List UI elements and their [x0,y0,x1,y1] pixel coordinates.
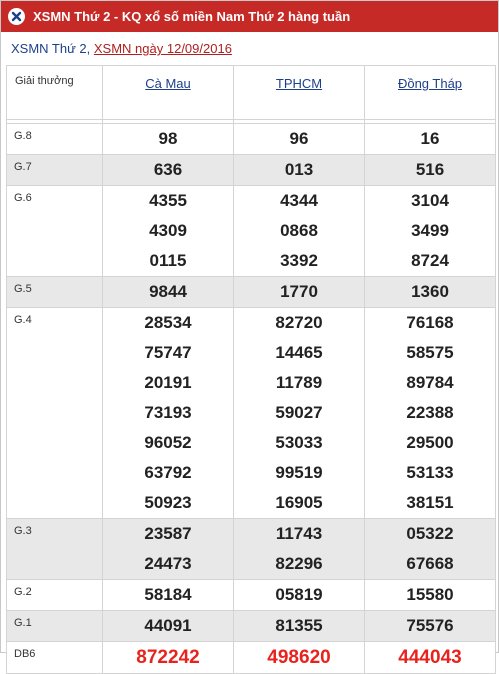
result-number: 76168 [406,313,454,332]
result-number: 23587 [144,524,192,543]
special-prize-number: 498620 [267,647,331,668]
result-cell [234,277,365,308]
result-number: 4344 [280,191,318,210]
result-cell [103,611,234,642]
result-cell [365,308,496,519]
province-link-tphcm[interactable]: TPHCM [275,76,323,91]
result-number: 9844 [149,282,187,301]
prize-label: G.2 [7,580,103,611]
result-number: 3499 [411,221,449,240]
prize-row [7,642,496,674]
result-number: 63792 [144,463,192,482]
result-number: 28534 [144,313,192,332]
result-number: 1770 [280,282,318,301]
result-cell [103,580,234,611]
table-header-row [7,66,496,120]
result-number: 20191 [144,373,192,392]
result-cell [365,642,496,674]
prize-column-header: Giải thưởng [7,66,103,120]
prize-label: G.1 [7,611,103,642]
prize-row [7,186,496,277]
result-cell [103,186,234,277]
result-number: 81355 [275,616,323,635]
header-bar [1,1,498,32]
result-number: 29500 [406,433,454,452]
subtitle-bar [1,32,498,65]
prize-label: G.8 [7,124,103,155]
subtitle-separator: , [86,41,94,56]
result-number: 75576 [406,616,454,635]
result-number: 8724 [411,251,449,270]
result-number: 22388 [406,403,454,422]
results-table [6,65,496,674]
result-cell [234,124,365,155]
date-link[interactable]: XSMN ngày 12/09/2016 [93,41,232,56]
result-number: 59027 [275,403,323,422]
result-number: 14465 [275,343,323,362]
result-number: 24473 [144,554,192,573]
prize-row [7,611,496,642]
prize-row [7,155,496,186]
prize-label: G.5 [7,277,103,308]
result-cell [103,155,234,186]
result-number: 516 [415,160,445,179]
result-number: 38151 [406,493,454,512]
result-number: 636 [153,160,183,179]
header-title: XSMN Thứ 2 - KQ xổ số miền Nam Thứ 2 hàng tuần [33,9,351,24]
prize-label: DB6 [7,642,103,674]
result-cell [234,642,365,674]
result-number: 58575 [406,343,454,362]
result-number: 96052 [144,433,192,452]
special-prize-number: 444043 [398,647,462,668]
prize-row [7,124,496,155]
result-number: 0868 [280,221,318,240]
result-number: 4309 [149,221,187,240]
province-link-ca-mau[interactable]: Cà Mau [145,76,191,91]
result-cell [103,277,234,308]
result-number: 53133 [406,463,454,482]
result-number: 44091 [144,616,192,635]
result-cell [234,580,365,611]
result-number: 3392 [280,251,318,270]
result-cell [365,124,496,155]
result-number: 50923 [144,493,192,512]
result-number: 4355 [149,191,187,210]
result-number: 73193 [144,403,192,422]
result-number: 013 [284,160,314,179]
result-number: 98 [158,129,178,148]
result-cell [103,308,234,519]
special-prize-number: 872242 [136,647,200,668]
result-number: 82296 [275,554,323,573]
prize-row [7,519,496,580]
result-cell [234,155,365,186]
result-number: 67668 [406,554,454,573]
prize-label: G.7 [7,155,103,186]
lottery-x-logo-icon [8,8,25,25]
prize-row [7,580,496,611]
result-number: 75747 [144,343,192,362]
subtitle-text: XSMN Thứ 2 [11,41,87,56]
prize-row [7,277,496,308]
result-number: 96 [289,129,309,148]
result-cell [234,308,365,519]
result-number: 11743 [275,524,323,543]
result-number: 82720 [275,313,323,332]
result-cell [365,580,496,611]
result-number: 05322 [406,524,454,543]
result-cell [103,124,234,155]
prize-label: G.4 [7,308,103,519]
result-cell [365,519,496,580]
result-number: 1360 [411,282,449,301]
result-number: 05819 [275,585,323,604]
result-number: 15580 [406,585,454,604]
result-cell [103,519,234,580]
province-link-dong-thap[interactable]: Đồng Tháp [397,76,463,91]
result-cell [234,611,365,642]
result-cell [103,642,234,674]
prize-row [7,308,496,519]
result-cell [234,186,365,277]
result-cell [234,519,365,580]
result-number: 53033 [275,433,323,452]
result-number: 3104 [411,191,449,210]
result-cell [365,611,496,642]
result-number: 58184 [144,585,192,604]
result-number: 16905 [275,493,323,512]
result-number: 16 [420,129,440,148]
result-number: 11789 [275,373,323,392]
result-number: 99519 [275,463,323,482]
result-number: 89784 [406,373,454,392]
prize-label: G.6 [7,186,103,277]
result-number: 0115 [149,251,187,270]
prize-label: G.3 [7,519,103,580]
result-cell [365,186,496,277]
result-cell [365,155,496,186]
result-cell [365,277,496,308]
